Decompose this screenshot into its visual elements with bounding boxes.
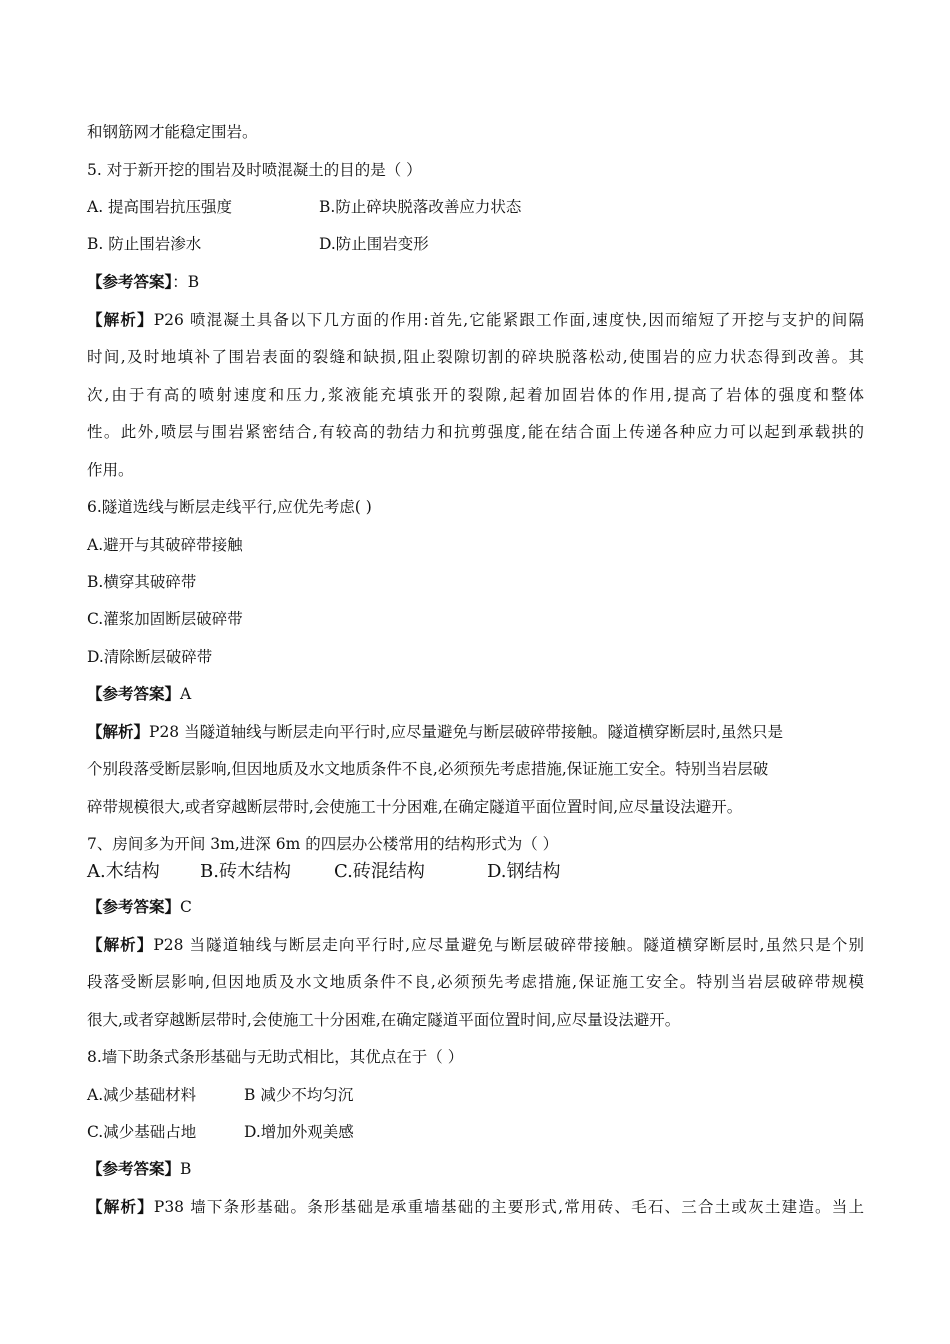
option-a: A.减少基础材料 — [87, 1086, 197, 1104]
option-b: B.横穿其破碎带 — [87, 573, 197, 591]
question-8-options-row-2 — [87, 1122, 887, 1142]
answer-value: C — [180, 898, 192, 916]
option-d: D.钢结构 — [487, 861, 561, 882]
question-5: 5. 对于新开挖的围岩及时喷混凝土的目的是（ ） — [87, 161, 422, 179]
explanation-6-line-1 — [87, 722, 783, 742]
explanation-text: P28 当隧道轴线与断层走向平行时,应尽量避免与断层破碎带接触。隧道横穿断层时,虽然只是 — [149, 723, 783, 741]
answer-8 — [87, 1159, 191, 1179]
explanation-8-line-1 — [87, 1197, 864, 1217]
explanation-text: P26 喷混凝土具备以下几方面的作用:首先,它能紧跟工作面,速度快,因而缩短了开挖与支护的间隔 — [153, 311, 864, 329]
explanation-5-line-1 — [87, 310, 864, 330]
option-b: B.防止碎块脱落改善应力状态 — [319, 198, 522, 216]
question-5-options-row-1 — [87, 197, 887, 217]
option-a: A.避开与其破碎带接触 — [87, 536, 243, 554]
option-c: B. 防止围岩渗水 — [87, 235, 202, 253]
answer-value: A — [180, 685, 192, 703]
explanation-label: 【解析】 — [87, 722, 150, 741]
text-line: 和钢筋网才能稳定围岩。 — [87, 123, 258, 141]
explanation-5-line-5: 作用。 — [87, 461, 134, 479]
answer-value: ：B — [172, 273, 200, 291]
answer-6 — [87, 684, 191, 704]
explanation-label: 【解析】 — [87, 310, 154, 329]
explanation-text: P28 当隧道轴线与断层走向平行时,应尽量避免与断层破碎带接触。隧道横穿断层时,虽然只是个别 — [153, 936, 864, 954]
answer-value: B — [180, 1160, 192, 1178]
explanation-5-line-3: 次,由于有高的喷射速度和压力,浆液能充填张开的裂隙,起着加固岩体的作用,提高了岩体的强度和整体 — [87, 386, 864, 404]
explanation-5-line-2: 时间,及时地填补了围岩表面的裂缝和缺损,阻止裂隙切割的碎块脱落松动,使围岩的应力状态得到改善。其 — [87, 348, 864, 366]
answer-7 — [87, 897, 192, 917]
explanation-5-line-4: 性。此外,喷层与围岩紧密结合,有较高的勃结力和抗剪强度,能在结合面上传递各种应力可以起到承载拱的 — [87, 423, 864, 441]
option-d: D.清除断层破碎带 — [87, 648, 213, 666]
question-7: 7、房间多为开间 3m,进深 6m 的四层办公楼常用的结构形式为（ ） — [87, 835, 559, 853]
explanation-6-line-3: 碎带规模很大,或者穿越断层带时,会使施工十分困难,在确定隧道平面位置时间,应尽量设法避开。 — [87, 798, 743, 816]
explanation-label: 【解析】 — [87, 1197, 154, 1216]
option-c: C.砖混结构 — [334, 861, 425, 882]
option-c: C.减少基础占地 — [87, 1123, 197, 1141]
question-8-options-row-1 — [87, 1085, 887, 1105]
option-b: B 减少不均匀沉 — [244, 1086, 354, 1104]
answer-label: 【参考答案】 — [87, 272, 173, 291]
question-5-options-row-2 — [87, 234, 887, 254]
answer-label: 【参考答案】 — [87, 897, 181, 916]
explanation-7-line-1 — [87, 935, 864, 955]
option-c: C.灌浆加固断层破碎带 — [87, 610, 243, 628]
answer-label: 【参考答案】 — [87, 1159, 181, 1178]
explanation-7-line-2: 段落受断层影响,但因地质及水文地质条件不良,必须预先考虑措施,保证施工安全。特别当岩层破碎带规模 — [87, 973, 864, 991]
explanation-7-line-3: 很大,或者穿越断层带时,会使施工十分困难,在确定隧道平面位置时间,应尽量设法避开。 — [87, 1011, 681, 1029]
option-b: B.砖木结构 — [200, 861, 291, 882]
explanation-label: 【解析】 — [87, 935, 154, 954]
question-8: 8.墙下助条式条形基础与无助式相比，其优点在于（ ） — [87, 1048, 464, 1066]
answer-label: 【参考答案】 — [87, 684, 181, 703]
option-d: D.增加外观美感 — [244, 1123, 354, 1141]
option-d: D.防止围岩变形 — [319, 235, 429, 253]
option-a: A.木结构 — [87, 861, 160, 882]
question-6: 6.隧道选线与断层走线平行,应优先考虑( ) — [87, 498, 372, 516]
answer-5 — [87, 272, 199, 292]
option-a: A. 提高围岩抗压强度 — [87, 198, 233, 216]
explanation-6-line-2: 个别段落受断层影响,但因地质及水文地质条件不良,必须预先考虑措施,保证施工安全。特别当岩层破 — [87, 760, 769, 778]
explanation-text: P38 墙下条形基础。条形基础是承重墙基础的主要形式,常用砖、毛石、三合土或灰土建造。当上 — [153, 1198, 864, 1216]
question-7-options — [87, 861, 887, 883]
